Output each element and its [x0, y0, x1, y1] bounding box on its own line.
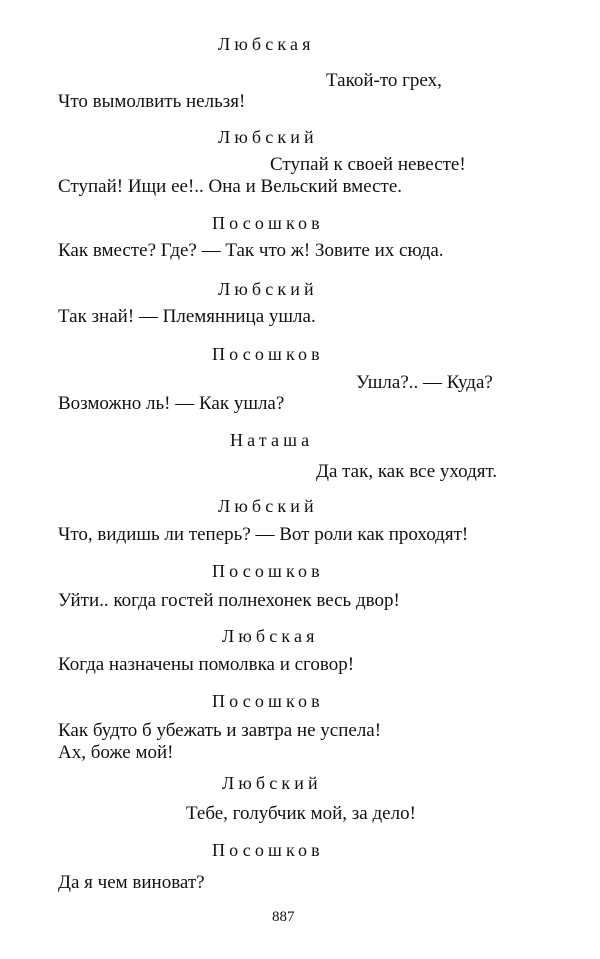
verse-line: Так знай! — Племянница ушла.: [58, 306, 316, 327]
verse-line: Ушла?.. — Куда?: [356, 372, 493, 393]
speaker-name: Любский: [218, 279, 318, 299]
verse-line: Ступай! Ищи ее!.. Она и Вельский вместе.: [58, 176, 403, 197]
verse-line: Да так, как все уходят.: [316, 461, 498, 482]
speaker-name: Любская: [218, 34, 315, 54]
speaker-name: Посошков: [212, 840, 324, 860]
speaker-name: Посошков: [212, 561, 324, 581]
verse-line: Уйти.. когда гостей полнехонек весь двор!: [58, 590, 400, 611]
verse-line: Как будто б убежать и завтра не успела!: [58, 720, 382, 741]
speaker-name: Любский: [218, 496, 318, 516]
speaker-name: Посошков: [212, 691, 324, 711]
verse-line: Тебе, голубчик мой, за дело!: [186, 803, 416, 824]
verse-line: Когда назначены помолвка и сговор!: [58, 654, 355, 675]
verse-line: Ступай к своей невесте!: [270, 154, 466, 175]
verse-line: Как вместе? Где? — Так что ж! Зовите их сюда.: [58, 240, 444, 261]
verse-line: Что, видишь ли теперь? — Вот роли как проходят!: [58, 524, 469, 545]
verse-line: Да я чем виноват?: [58, 872, 205, 893]
page-number: 887: [272, 909, 295, 925]
verse-line: Что вымолвить нельзя!: [58, 91, 246, 112]
speaker-name: Любская: [222, 626, 319, 646]
speaker-name: Наташа: [230, 430, 314, 450]
verse-line: Возможно ль! — Как ушла?: [58, 393, 285, 414]
speaker-name: Посошков: [212, 213, 324, 233]
speaker-name: Любский: [218, 127, 318, 147]
verse-line: Такой-то грех,: [326, 70, 442, 91]
speaker-name: Любский: [222, 773, 322, 793]
speaker-name: Посошков: [212, 344, 324, 364]
verse-line: Ах, боже мой!: [58, 742, 174, 763]
